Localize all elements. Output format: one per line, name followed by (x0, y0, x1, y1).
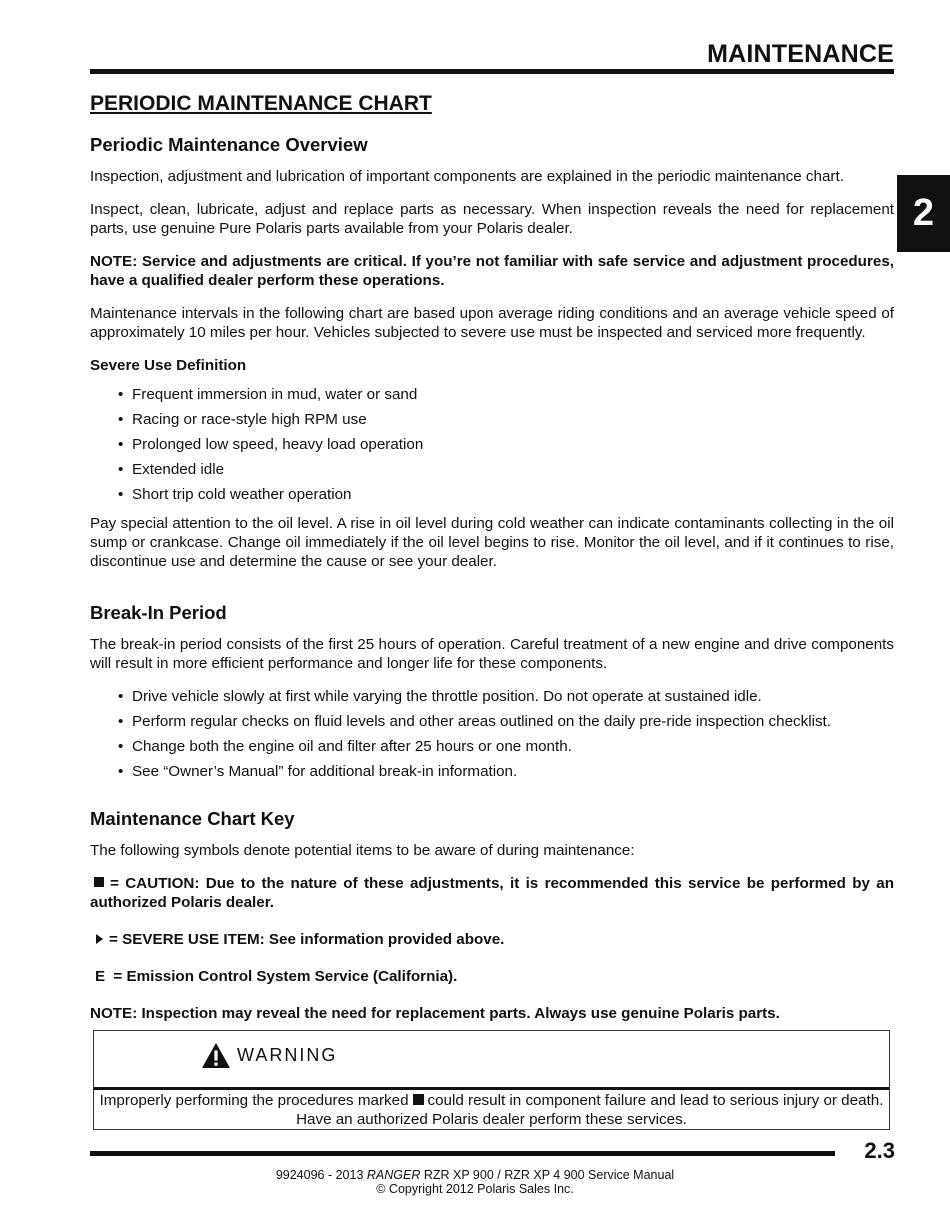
page-content (90, 91, 894, 1023)
warning-header (94, 1031, 889, 1090)
list-item: • Racing or race-style high RPM use (118, 410, 894, 429)
break-in-heading: Break-In Period (90, 602, 227, 623)
replacement-note: NOTE: Inspection may reveal the need for replacement parts. Always use genuine Polaris parts. (90, 1005, 780, 1022)
service-note: NOTE: Service and adjustments are critical. If you’re not familiar with safe service and adjustment procedures, have a qualified dealer perform these operations. (90, 253, 894, 289)
emission-key-text: = Emission Control System Service (California). (113, 968, 458, 985)
footer-brand: RANGER (366, 1168, 421, 1182)
list-item: • Frequent immersion in mud, water or sand (118, 385, 894, 404)
overview-paragraph-3: Maintenance intervals in the following chart are based upon average riding conditions and an average vehicle speed of approximately 10 miles per hour. Vehicles subjected to severe use must be inspected and serviced more frequently. (90, 305, 894, 341)
warning-triangle-icon (201, 1042, 231, 1069)
emission-symbol: E (95, 968, 106, 985)
warning-text (94, 1090, 889, 1129)
warning-box (93, 1030, 890, 1130)
list-item: • Perform regular checks on fluid levels and other areas outlined on the daily pre-ride inspection checklist. (118, 712, 894, 731)
caution-square-icon (413, 1094, 424, 1105)
overview-heading: Periodic Maintenance Overview (90, 134, 368, 155)
footer-manual-title (0, 1168, 950, 1182)
emission-key (90, 967, 894, 986)
chapter-tab: 2 (897, 175, 950, 252)
list-item: • Short trip cold weather operation (118, 485, 894, 504)
oil-level-paragraph: Pay special attention to the oil level. A rise in oil level during cold weather can indicate contaminants collecting in the oil sump or crankcase. Change oil immediately if the oil level begins to rise. Monitor the oil level, and if it continues to rise, discontinue use and determine the cause or see your dealer. (90, 515, 894, 570)
warning-line-1-end: could result in component failure and lead to serious injury or death. (427, 1092, 884, 1109)
severe-triangle-icon (96, 934, 103, 944)
footer-rule (90, 1151, 835, 1156)
overview-paragraph-1: Inspection, adjustment and lubrication of important components are explained in the periodic maintenance chart. (90, 168, 844, 185)
severe-key-text: = SEVERE USE ITEM: See information provided above. (109, 931, 505, 948)
warning-line-2: Have an authorized Polaris dealer perform these services. (296, 1111, 687, 1128)
overview-paragraph-2: Inspect, clean, lubricate, adjust and replace parts as necessary. When inspection reveals the need for replacement parts, use genuine Pure Polaris parts available from your Polaris dealer. (90, 201, 894, 237)
chart-key-intro: The following symbols denote potential items to be aware of during maintenance: (90, 842, 635, 859)
list-item: • Extended idle (118, 460, 894, 479)
severe-use-heading: Severe Use Definition (90, 357, 247, 374)
warning-line-1 (94, 1091, 889, 1110)
list-item: • See “Owner’s Manual” for additional break-in information. (118, 762, 894, 781)
footer-model: RZR XP 900 / RZR XP 4 900 Service Manual (420, 1168, 675, 1182)
chart-key-heading: Maintenance Chart Key (90, 808, 295, 829)
section-title: MAINTENANCE (707, 40, 894, 68)
header-rule (90, 69, 894, 74)
caution-key-text: = CAUTION: Due to the nature of these adjustments, it is recommended this service be performed by an authorized Polaris dealer. (90, 875, 894, 911)
footer-part-number: 9924096 - 2013 (275, 1168, 367, 1182)
list-item: • Drive vehicle slowly at first while varying the throttle position. Do not operate at sustained idle. (118, 687, 894, 706)
caution-square-icon (94, 877, 104, 887)
footer (0, 1168, 950, 1196)
warning-label: WARNING (237, 1045, 338, 1065)
severe-key (90, 930, 894, 949)
footer-copyright: © Copyright 2012 Polaris Sales Inc. (376, 1182, 574, 1196)
page-title: PERIODIC MAINTENANCE CHART (90, 92, 432, 115)
break-in-list (90, 687, 894, 781)
list-item: • Change both the engine oil and filter after 25 hours or one month. (118, 737, 894, 756)
severe-use-list (90, 385, 894, 504)
break-in-paragraph: The break-in period consists of the first 25 hours of operation. Careful treatment of a new engine and drive components will result in more efficient performance and longer life for these components. (90, 636, 894, 672)
page-number: 2.3 (864, 1138, 895, 1163)
list-item: • Prolonged low speed, heavy load operation (118, 435, 894, 454)
caution-key (90, 874, 894, 912)
warning-line-1-start: Improperly performing the procedures marked (99, 1092, 409, 1109)
